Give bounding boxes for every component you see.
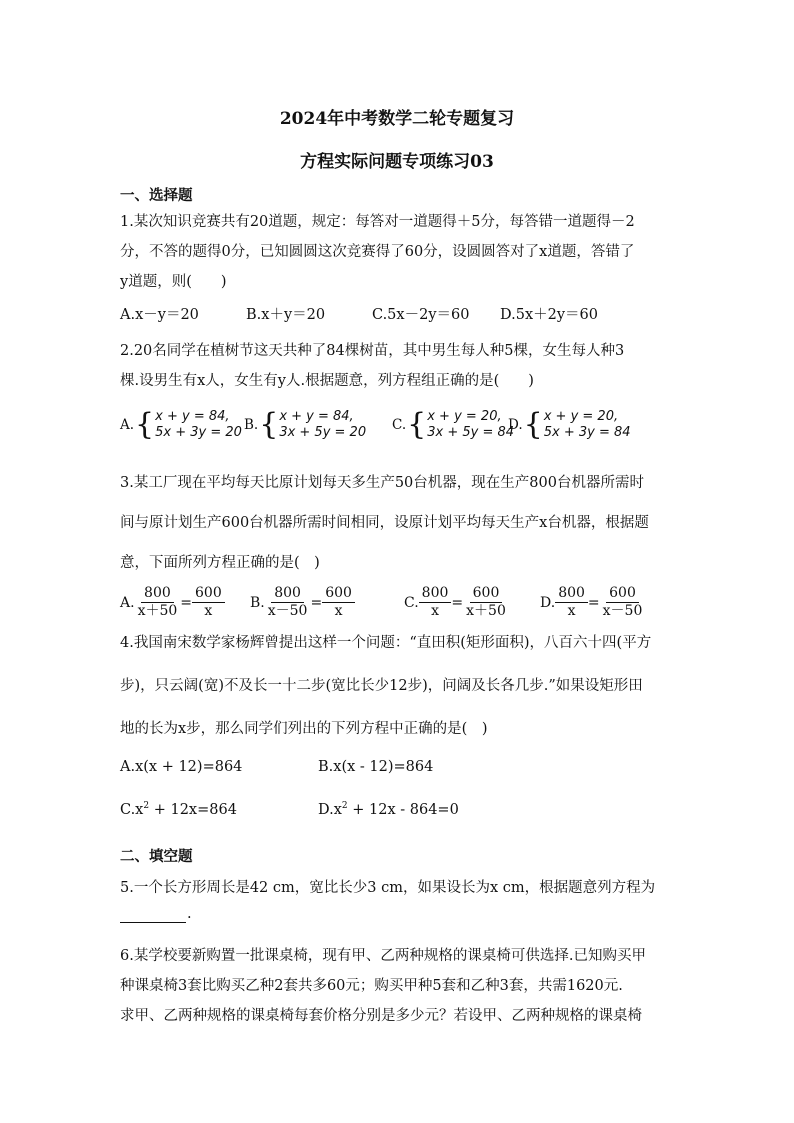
page-title: 2024年中考数学二轮专题复习 [279,109,515,129]
q2-option-a-eq1: x + y = 84, [155,409,230,424]
q3-option-c-label: C. [404,594,419,611]
brace-icon: { [407,407,427,442]
q2-option-b-eq2: 3x + 5y = 20 [279,425,367,440]
section-fill-heading: 二、填空题 [120,848,193,865]
q3-option-b-label: B. [250,594,265,611]
q1-line-3: y道题，则( ) [120,274,227,290]
q6-line-1: 6.某学校要新购置一批课桌椅，现有甲、乙两种规格的课桌椅可供选择.已知购买甲 [120,948,646,964]
q3-option-c-num2: 600 [470,585,503,603]
q2-option-c-label: C. [392,417,407,433]
q3-option-c [404,585,509,620]
q4-option-c-post: + 12x=864 [149,801,237,818]
q3-option-a [120,585,225,620]
q3-option-c-den2: x＋50 [466,603,506,619]
q2-option-a [120,409,242,441]
q5-line-1: 5.一个长方形周长是42 cm，宽比长少3 cm，如果设长为x cm，根据题意列方程为 [120,880,656,896]
q2-line-2: 棵.设男生有x人，女生有y人.根据题意，列方程组正确的是( ) [120,373,534,389]
q3-line-3: 意，下面所列方程正确的是( ) [120,555,320,571]
q3-option-b [250,585,355,620]
q2-option-b-label: B. [244,417,259,433]
q3-option-d-num2: 600 [606,585,639,603]
q2-option-d [508,409,631,441]
q3-option-a-num1: 800 [141,585,174,603]
q2-option-c [392,409,514,441]
q4-option-d-post: + 12x - 864=0 [347,801,459,818]
q2-option-b [244,409,366,441]
q6-line-3: 求甲、乙两种规格的课桌椅每套价格分别是多少元？若设甲、乙两种规格的课桌椅 [120,1008,642,1024]
q2-option-a-label: A. [120,417,135,433]
q3-option-d-den2: x－50 [602,603,643,619]
q3-option-a-den2: x [204,603,213,619]
q3-option-d-equals: = [587,594,600,611]
q3-option-d [540,585,645,620]
q3-option-a-den1: x＋50 [137,603,178,619]
q2-option-d-eq2: 5x + 3y = 84 [543,425,631,440]
q3-line-1: 3.某工厂现在平均每天比原计划每天多生产50台机器，现在生产800台机器所需时 [120,475,644,491]
q4-line-2: 步)，只云阔(宽)不及长一十二步(宽比长少12步)，问阔及长各几步.”如果设矩形田 [120,678,643,694]
q4-option-d-pre: D.x [318,801,342,818]
q4-line-1: 4.我国南宋数学家杨辉曾提出这样一个问题：“直田积(矩形面积)，八百六十四(平方 [120,635,652,651]
q3-option-b-den1: x－50 [267,603,308,619]
q4-option-a: A.x(x + 12)=864 [120,759,243,775]
section-choice-heading: 一、选择题 [120,187,193,204]
q3-option-d-den1: x [567,603,576,619]
q3-option-a-label: A. [120,594,135,611]
q1-line-1: 1.某次知识竞赛共有20道题，规定：每答对一道题得＋5分，每答错一道题得－2 [120,214,635,230]
q4-option-d [318,801,459,818]
q2-option-d-label: D. [508,417,523,433]
q4-option-d-exp: 2 [341,801,348,811]
q3-option-c-den1: x [431,603,439,619]
q3-option-c-equals: = [451,594,464,611]
q2-option-a-eq2: 5x + 3y = 20 [155,425,242,440]
q1-option-d: D.5x＋2y＝60 [500,307,598,323]
q2-option-c-eq1: x + y = 20, [427,409,502,424]
q2-option-b-eq1: x + y = 84, [279,409,354,424]
q5-period: . [187,906,192,922]
q3-option-d-num1: 800 [555,585,588,603]
q1-option-b: B.x＋y＝20 [246,307,326,323]
q3-option-b-den2: x [334,603,343,619]
q3-option-d-label: D. [540,594,556,611]
q4-line-3: 地的长为x步，那么同学们列出的下列方程中正确的是( ) [120,721,488,737]
q1-line-2: 分，不答的题得0分，已知圆圆这次竞赛得了60分，设圆圆答对了x道题，答错了 [120,244,635,260]
page-subtitle: 方程实际问题专项练习03 [300,152,494,172]
q4-option-c [120,801,237,818]
q6-line-2: 种课桌椅3套比购买乙种2套共多60元；购买甲种5套和乙种3套，共需1620元. [120,978,623,994]
q4-option-b: B.x(x - 12)=864 [318,759,434,775]
q3-option-b-num1: 800 [271,585,304,603]
brace-icon: { [135,407,155,442]
q3-line-2: 间与原计划生产600台机器所需时间相同，设原计划平均每天生产x台机器，根据题 [120,515,649,531]
q4-option-c-pre: C.x [120,801,144,818]
q2-line-1: 2.20名同学在植树节这天共种了84棵树苗，其中男生每人种5棵，女生每人种3 [120,343,625,359]
q1-option-c: C.5x－2y＝60 [372,307,470,323]
brace-icon: { [259,407,279,442]
q3-option-b-equals: = [310,594,323,611]
q2-option-d-eq1: x + y = 20, [543,409,619,424]
q1-option-a: A.x－y＝20 [120,307,199,323]
q5-answer-blank[interactable] [120,922,186,923]
q2-option-c-eq2: 3x + 5y = 84 [427,425,515,440]
q3-option-a-equals: = [180,594,193,611]
brace-icon: { [523,407,543,442]
q3-option-a-num2: 600 [192,585,225,603]
q3-option-b-num2: 600 [322,585,355,603]
q3-option-c-num1: 800 [419,585,452,603]
q4-option-c-exp: 2 [143,801,150,811]
